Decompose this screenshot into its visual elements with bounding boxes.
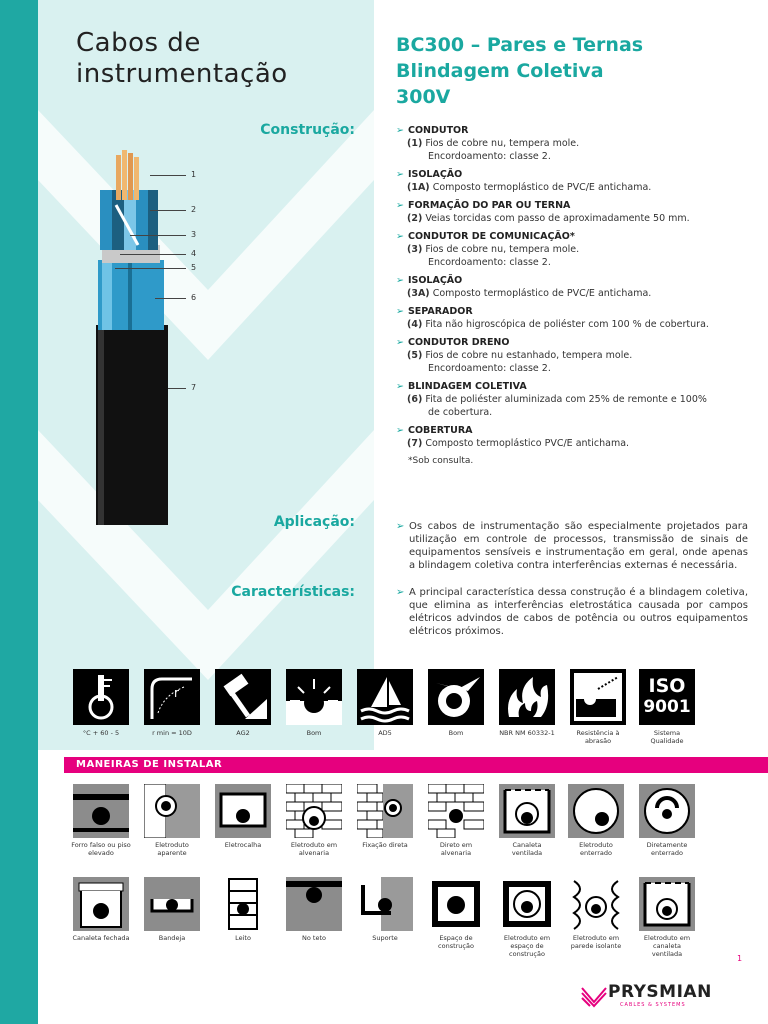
property-water (357, 669, 413, 737)
property-sun (286, 669, 342, 737)
install-icon (73, 784, 129, 838)
leader-line (150, 175, 186, 176)
install-diretamente-enterrado (637, 784, 697, 857)
brand-name: PRYSMIAN (608, 982, 712, 1002)
install-icon (144, 784, 200, 838)
install-caption: Canaleta ventilada (511, 841, 543, 857)
sun-icon (286, 669, 342, 725)
install-icon (568, 784, 624, 838)
spec-code: (4) (407, 319, 423, 330)
arrow-icon: ➢ (396, 125, 404, 136)
spec-heading: CONDUTOR (407, 125, 469, 136)
spec-heading: COBERTURA (407, 425, 473, 436)
install-icon (639, 877, 695, 931)
install-icon (286, 784, 342, 838)
install-caption: Eletroduto em espaço de construção (503, 934, 551, 958)
spec-text: Veias torcidas com passo de aproximadamente 50 mm. (425, 213, 690, 224)
leader-line (150, 210, 186, 211)
section-label-aplicacao: Aplicação: (273, 514, 355, 530)
spec-extra: Encordoamento: classe 2. (428, 363, 551, 374)
install-caption: Direto em alvenaria (439, 841, 473, 857)
install-direto-alvenaria (426, 784, 486, 857)
cable-label-3: 3 (191, 230, 197, 239)
leader-line (115, 268, 186, 269)
install-eletrocalha (213, 784, 273, 849)
install-eletroduto-enterrado (566, 784, 626, 857)
arrow-icon: ➢ (396, 200, 404, 211)
install-icon (73, 877, 129, 931)
leader-line (130, 235, 186, 236)
leader-line (120, 254, 186, 255)
install-caption: Bandeja (158, 934, 186, 942)
install-eletroduto-aparente (142, 784, 202, 857)
property-caption: r min = 10D (152, 729, 192, 737)
application-text: Os cabos de instrumentação são especialmente projetados para utilização em controle de processos, transmissão de sinais de equipamentos sensíveis e instrumentação em geral, onde apenas a blindagem coletiva contra interferências externas é necessária. (409, 521, 748, 571)
install-icon (499, 877, 555, 931)
footnote: *Sob consulta. (408, 456, 474, 466)
install-caption: Eletrocalha (224, 841, 262, 849)
spec-text: Fios de cobre nu estanhado, tempera mole. (425, 350, 633, 361)
install-canaleta-fechada (71, 877, 131, 942)
left-color-band (0, 0, 38, 1024)
install-icon (357, 877, 413, 931)
install-forro-falso (71, 784, 131, 857)
install-icon (357, 784, 413, 838)
install-icon (286, 877, 342, 931)
temperature-icon (73, 669, 129, 725)
logo-mark-icon (580, 984, 608, 1008)
arrow-icon: ➢ (396, 521, 405, 532)
iso9001-icon (639, 669, 695, 725)
arrow-icon: ➢ (396, 169, 404, 180)
install-caption: Eletroduto em alvenaria (290, 841, 338, 857)
application-paragraph (396, 520, 748, 572)
arrow-icon: ➢ (396, 587, 405, 598)
spec-item (396, 199, 756, 225)
install-caption: Eletroduto enterrado (579, 841, 613, 857)
spec-code: (2) (407, 213, 423, 224)
spec-item (396, 274, 756, 300)
spec-item (396, 336, 756, 375)
spec-item (396, 168, 756, 194)
spec-heading: SEPARADOR (407, 306, 473, 317)
install-icon (428, 877, 484, 931)
spec-text: Fios de cobre nu, tempera mole. (425, 138, 580, 149)
install-caption: Leito (235, 934, 251, 942)
install-leito (213, 877, 273, 942)
spec-code: (5) (407, 350, 423, 361)
property-caption: NBR NM 60332-1 (499, 729, 555, 737)
install-eletroduto-espaco (497, 877, 557, 958)
spec-code: (1) (407, 138, 423, 149)
prysmian-logo (580, 982, 740, 1016)
product-title (396, 32, 643, 110)
install-canaleta-ventilada (497, 784, 557, 857)
install-caption: Diretamente enterrado (646, 841, 688, 857)
bend-radius-icon (144, 669, 200, 725)
spec-heading: ISOLAÇÃO (407, 169, 463, 180)
spec-heading: BLINDAGEM COLETIVA (407, 381, 527, 392)
cable-label-7: 7 (191, 383, 197, 392)
property-bend (144, 669, 200, 737)
property-caption: AD5 (378, 729, 392, 737)
water-icon (357, 669, 413, 725)
cable-illustration (88, 145, 178, 525)
spec-text: Fios de cobre nu, tempera mole. (425, 244, 580, 255)
spec-heading: ISOLAÇÃO (407, 275, 463, 286)
page-title (76, 28, 288, 90)
section-label-caracteristicas: Características: (231, 584, 355, 600)
property-impact (215, 669, 271, 737)
oil-icon (428, 669, 484, 725)
install-eletroduto-alvenaria (284, 784, 344, 857)
arrow-icon: ➢ (396, 231, 404, 242)
brand-tagline: CABLES & SYSTEMS (620, 1002, 686, 1008)
spec-text: Composto termoplástico de PVC/E antichama. (432, 182, 652, 193)
flame-icon (499, 669, 555, 725)
title-line-2: instrumentação (76, 59, 288, 89)
spec-extra: de cobertura. (428, 407, 493, 418)
spec-text: Fita de poliéster aluminizada com 25% de remonte e 100% (425, 394, 707, 405)
leader-line (168, 388, 186, 389)
spec-extra: Encordoamento: classe 2. (428, 151, 551, 162)
characteristics-paragraph (396, 586, 748, 638)
svg-text:r: r (174, 686, 179, 700)
install-eletroduto-parede-isolante (566, 877, 626, 950)
characteristics-text: A principal característica dessa construção é a blindagem coletiva, que elimina as interferências eletrostática causada por campos elétricos advindos de cabos de potência ou outros equipamentos elétricos próximos. (409, 587, 748, 637)
spec-heading: FORMAÇÃO DO PAR OU TERNA (407, 200, 571, 211)
product-title-line-3: 300V (396, 86, 451, 108)
install-caption: Forro falso ou piso elevado (71, 841, 131, 857)
spec-code: (7) (407, 438, 423, 449)
iso-text: ISO (648, 675, 686, 697)
install-caption: Eletroduto aparente (155, 841, 189, 857)
spec-text: Composto termoplástico de PVC/E antichama. (432, 288, 652, 299)
install-icon (639, 784, 695, 838)
construction-list (396, 124, 756, 468)
spec-item (396, 424, 756, 450)
property-iso (639, 669, 695, 745)
arrow-icon: ➢ (396, 275, 404, 286)
install-espaco-construcao (426, 877, 486, 950)
cable-label-1: 1 (191, 170, 197, 179)
install-title: MANEIRAS DE INSTALAR (76, 759, 223, 770)
product-title-line-1: BC300 – Pares e Ternas (396, 34, 644, 56)
install-icon (428, 784, 484, 838)
property-caption: Bom (306, 729, 322, 737)
impact-icon (215, 669, 271, 725)
section-label-construcao: Construção: (260, 122, 355, 138)
title-line-1: Cabos de (76, 28, 201, 58)
arrow-icon: ➢ (396, 381, 404, 392)
arrow-icon: ➢ (396, 337, 404, 348)
install-fixacao-direta (355, 784, 415, 849)
spec-code: (6) (407, 394, 423, 405)
spec-heading: CONDUTOR DRENO (407, 337, 510, 348)
spec-code: (1A) (407, 182, 430, 193)
install-caption: No teto (302, 934, 326, 942)
cable-label-5: 5 (191, 263, 197, 272)
spec-item (396, 230, 756, 269)
iso-number: 9001 (643, 697, 691, 717)
spec-text: Composto termoplástico PVC/E antichama. (425, 438, 630, 449)
property-caption: Sistema Qualidade (650, 729, 684, 745)
install-caption: Suporte (372, 934, 398, 942)
property-flame (499, 669, 555, 737)
install-eletroduto-canaleta-ventilada (637, 877, 697, 958)
property-abrasion (570, 669, 626, 745)
install-suporte (355, 877, 415, 942)
install-bandeja (142, 877, 202, 942)
product-title-line-2: Blindagem Coletiva (396, 60, 604, 82)
install-icon (499, 784, 555, 838)
property-oil (428, 669, 484, 737)
property-caption: Bom (448, 729, 464, 737)
spec-text: Fita não higroscópica de poliéster com 100 % de cobertura. (425, 319, 709, 330)
spec-extra: Encordoamento: classe 2. (428, 257, 551, 268)
abrasion-icon (570, 669, 626, 725)
install-caption: Canaleta fechada (72, 934, 130, 942)
arrow-icon: ➢ (396, 425, 404, 436)
install-caption: Fixação direta (362, 841, 408, 849)
install-icon (144, 877, 200, 931)
install-caption: Eletroduto em canaleta ventilada (643, 934, 691, 958)
spec-code: (3) (407, 244, 423, 255)
spec-item (396, 380, 756, 419)
spec-code: (3A) (407, 288, 430, 299)
property-caption: Resistência à abrasão (576, 729, 620, 745)
property-temperature (73, 669, 129, 737)
cable-label-4: 4 (191, 249, 197, 258)
cable-label-2: 2 (191, 205, 197, 214)
property-caption: °C + 60 - 5 (82, 729, 120, 737)
arrow-icon: ➢ (396, 306, 404, 317)
install-header (64, 757, 768, 773)
page-number: 1 (737, 954, 743, 963)
install-no-teto (284, 877, 344, 942)
install-caption: Espaço de construção (438, 934, 474, 950)
install-icon (215, 784, 271, 838)
cable-label-6: 6 (191, 293, 197, 302)
spec-item (396, 124, 756, 163)
spec-heading: CONDUTOR DE COMUNICAÇÃO* (407, 231, 575, 242)
install-icon (215, 877, 271, 931)
leader-line (155, 298, 186, 299)
install-caption: Eletroduto em parede isolante (570, 934, 622, 950)
property-caption: AG2 (236, 729, 250, 737)
install-icon (568, 877, 624, 931)
spec-item (396, 305, 756, 331)
